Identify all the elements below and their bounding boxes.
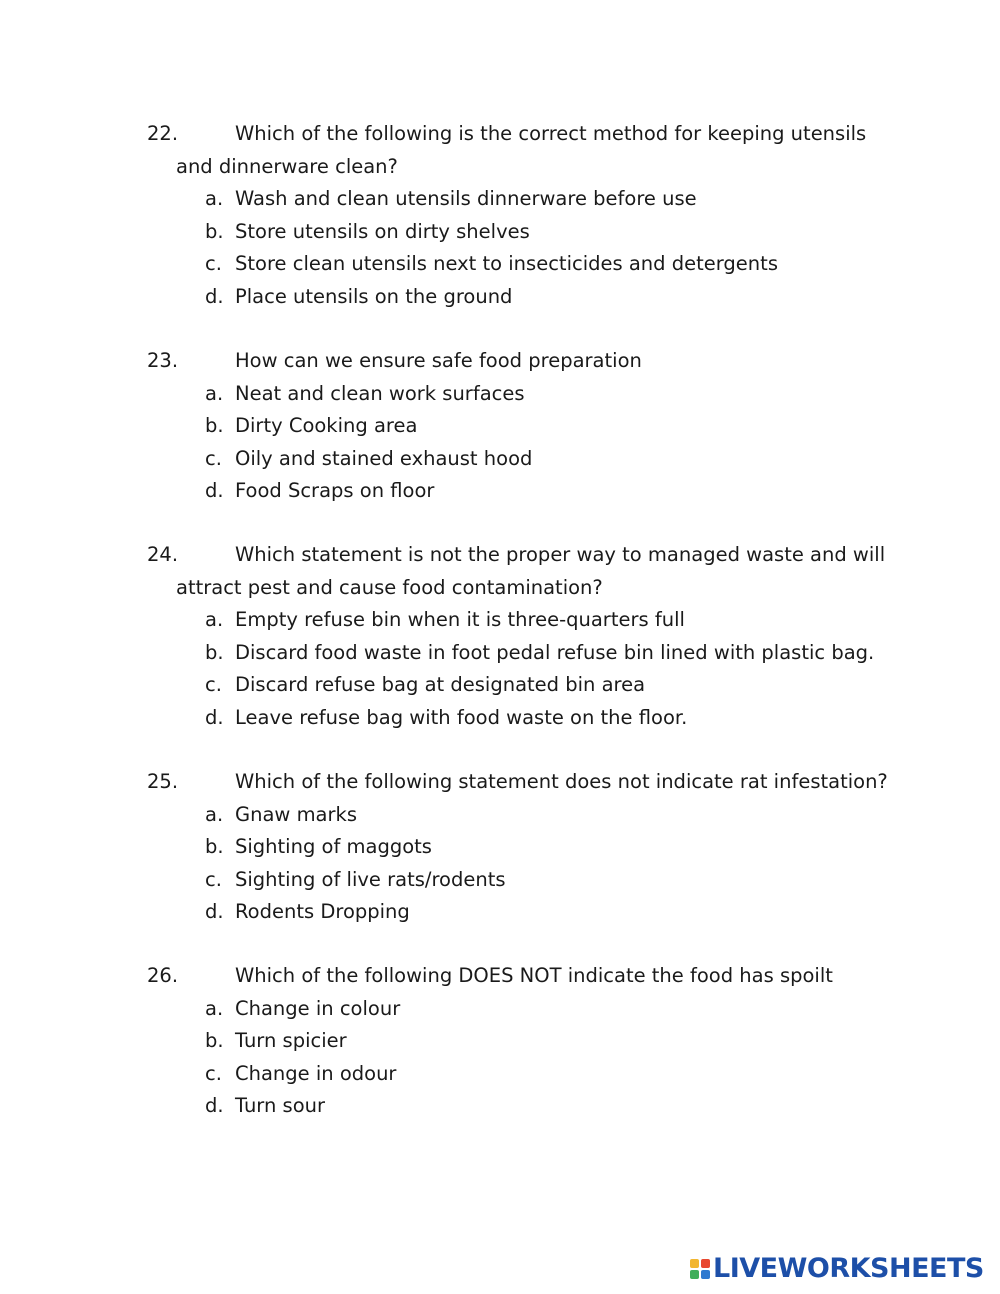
- option-text: Sighting of live rats/rodents: [235, 867, 506, 891]
- logo-squares-icon: [690, 1259, 710, 1279]
- question-stem: [0, 118, 1000, 151]
- option-b[interactable]: [0, 637, 1000, 670]
- question-text: Which statement is not the proper way to managed waste and will: [235, 543, 886, 566]
- question-stem: [0, 539, 1000, 572]
- question-22: [0, 118, 1000, 313]
- option-text: Wash and clean utensils dinnerware before use: [235, 187, 697, 210]
- option-text: Turn sour: [235, 1094, 326, 1117]
- option-text: Change in odour: [235, 1061, 397, 1085]
- question-text-continuation: attract pest and cause food contamination?: [176, 575, 603, 599]
- option-letter: c.: [205, 446, 222, 470]
- option-text: Turn spicier: [235, 1029, 347, 1052]
- option-text: Discard food waste in foot pedal refuse bin lined with plastic bag.: [235, 640, 875, 664]
- option-text: Change in colour: [235, 996, 401, 1020]
- liveworksheets-logo: [690, 1251, 984, 1287]
- option-letter: a.: [205, 608, 224, 631]
- option-letter: b.: [205, 835, 224, 858]
- option-letter: d.: [205, 900, 224, 923]
- option-a[interactable]: [0, 604, 1000, 637]
- option-letter: d.: [205, 284, 224, 308]
- option-letter: c.: [205, 252, 222, 275]
- question-stem: [0, 960, 1000, 993]
- option-letter: b.: [205, 1029, 224, 1052]
- option-letter: b.: [205, 219, 224, 243]
- option-a[interactable]: [0, 183, 1000, 216]
- option-letter: c.: [205, 673, 222, 696]
- question-number: 24.: [147, 543, 179, 566]
- option-a[interactable]: [0, 378, 1000, 411]
- option-text: Leave refuse bag with food waste on the floor.: [235, 705, 688, 729]
- option-letter: d.: [205, 705, 224, 729]
- question-text: Which of the following statement does not indicate rat infestation?: [235, 770, 888, 793]
- question-25: [0, 766, 1000, 929]
- option-text: Store utensils on dirty shelves: [235, 219, 530, 243]
- question-stem: [0, 345, 1000, 378]
- option-text: Gnaw marks: [235, 802, 357, 826]
- option-d[interactable]: [0, 1090, 1000, 1123]
- option-letter: d.: [205, 1094, 224, 1117]
- option-letter: a.: [205, 996, 224, 1020]
- option-letter: a.: [205, 187, 224, 210]
- option-d[interactable]: [0, 896, 1000, 929]
- option-letter: a.: [205, 381, 224, 405]
- option-letter: b.: [205, 414, 224, 437]
- logo-square: [690, 1259, 699, 1268]
- option-letter: d.: [205, 479, 224, 502]
- logo-square: [701, 1270, 710, 1279]
- option-d[interactable]: [0, 281, 1000, 314]
- question-stem: [0, 766, 1000, 799]
- question-number: 26.: [147, 964, 179, 987]
- option-c[interactable]: [0, 864, 1000, 897]
- logo-square: [701, 1259, 710, 1268]
- option-text: Place utensils on the ground: [235, 284, 513, 308]
- option-text: Discard refuse bag at designated bin area: [235, 673, 646, 696]
- option-b[interactable]: [0, 1025, 1000, 1058]
- option-d[interactable]: [0, 475, 1000, 508]
- option-letter: a.: [205, 802, 224, 826]
- option-text: Rodents Dropping: [235, 900, 410, 923]
- option-c[interactable]: [0, 443, 1000, 476]
- option-text: Empty refuse bin when it is three-quarters full: [235, 608, 685, 631]
- question-text: Which of the following is the correct method for keeping utensils: [235, 122, 867, 145]
- question-number: 23.: [147, 349, 179, 372]
- option-text: Neat and clean work surfaces: [235, 381, 525, 405]
- option-text: Dirty Cooking area: [235, 414, 418, 437]
- option-letter: b.: [205, 640, 224, 664]
- option-a[interactable]: [0, 993, 1000, 1026]
- option-a[interactable]: [0, 799, 1000, 832]
- option-c[interactable]: [0, 669, 1000, 702]
- option-letter: c.: [205, 867, 222, 891]
- question-23: [0, 345, 1000, 508]
- option-b[interactable]: [0, 216, 1000, 249]
- option-letter: c.: [205, 1061, 222, 1085]
- question-stem-continuation: [0, 151, 1000, 184]
- question-stem-continuation: [0, 572, 1000, 605]
- question-text: Which of the following DOES NOT indicate the food has spoilt: [235, 964, 833, 987]
- option-c[interactable]: [0, 248, 1000, 281]
- logo-square: [690, 1270, 699, 1279]
- option-text: Oily and stained exhaust hood: [235, 446, 533, 470]
- option-b[interactable]: [0, 410, 1000, 443]
- question-text: How can we ensure safe food preparation: [235, 349, 642, 372]
- option-text: Food Scraps on floor: [235, 479, 435, 502]
- question-number: 22.: [147, 122, 179, 145]
- question-number: 25.: [147, 770, 179, 793]
- question-26: [0, 960, 1000, 1123]
- option-d[interactable]: [0, 702, 1000, 735]
- option-text: Sighting of maggots: [235, 835, 432, 858]
- question-24: [0, 539, 1000, 734]
- option-b[interactable]: [0, 831, 1000, 864]
- option-text: Store clean utensils next to insecticides and detergents: [235, 252, 778, 275]
- question-text-continuation: and dinnerware clean?: [176, 154, 398, 178]
- logo-text: LIVEWORKSHEETS: [713, 1253, 984, 1284]
- option-c[interactable]: [0, 1058, 1000, 1091]
